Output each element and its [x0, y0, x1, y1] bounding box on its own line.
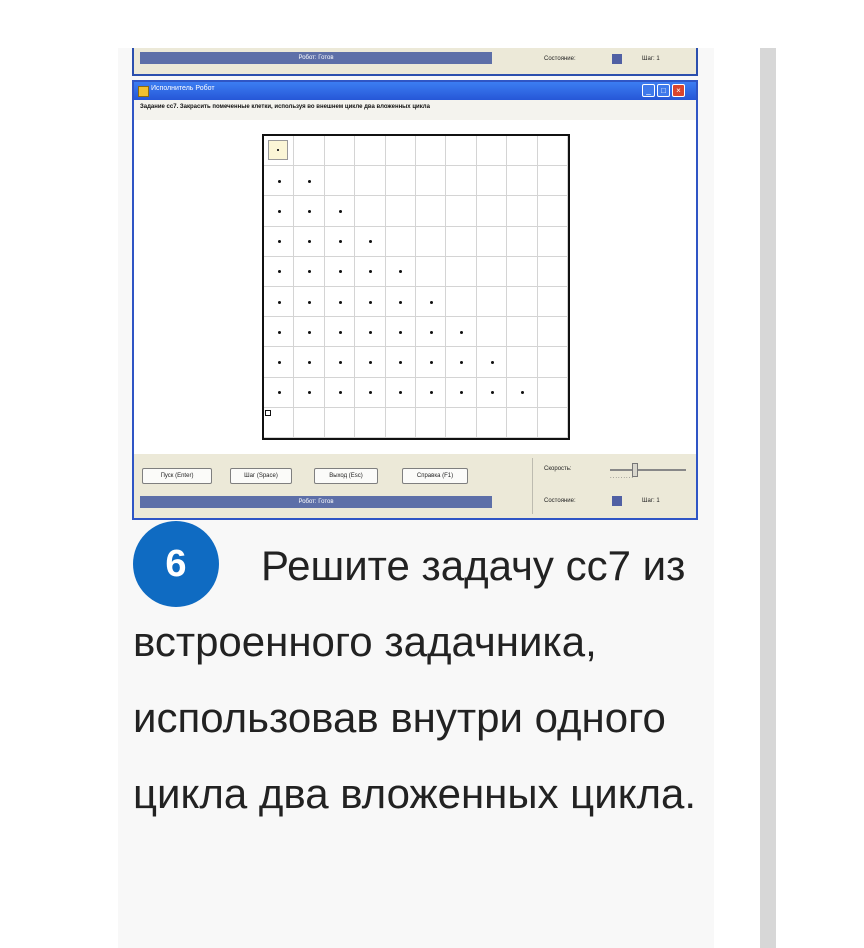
- grid-cell: [325, 136, 355, 166]
- task-text: Задание сс7. Закрасить помеченные клетки, используя во внешнем цикле два вложенных цикла: [140, 104, 430, 110]
- state-label: Состояние:: [544, 498, 576, 504]
- status-bar: Робот: Готов: [140, 52, 492, 64]
- marked-cell-dot: [308, 180, 311, 183]
- marked-cell-dot: [278, 180, 281, 183]
- grid-cell: [507, 136, 537, 166]
- grid-cell: [355, 408, 385, 438]
- marked-cell-dot: [430, 361, 433, 364]
- grid-cell: [325, 408, 355, 438]
- grid-cell: [386, 196, 416, 226]
- step-button[interactable]: Шаг (Space): [230, 468, 292, 484]
- speed-slider-track: [610, 469, 686, 471]
- window-titlebar[interactable]: [134, 82, 696, 100]
- grid-cell: [477, 227, 507, 257]
- grid-cell: [355, 166, 385, 196]
- grid-cell: [446, 136, 476, 166]
- grid-cell: [538, 287, 568, 317]
- robot-field: [134, 120, 696, 454]
- grid-cell: [325, 166, 355, 196]
- grid-cell: [507, 257, 537, 287]
- grid-cell: [386, 408, 416, 438]
- grid-cell: [386, 227, 416, 257]
- grid-cell: [477, 317, 507, 347]
- marked-cell-dot: [430, 331, 433, 334]
- marked-cell-dot: [308, 331, 311, 334]
- status-bar: Робот: Готов: [140, 496, 492, 508]
- grid-cell: [538, 317, 568, 347]
- grid-cell: [446, 257, 476, 287]
- grid-cell: [507, 287, 537, 317]
- marked-cell-dot: [278, 361, 281, 364]
- grid-cell: [446, 196, 476, 226]
- end-marker: [265, 410, 271, 416]
- minimize-button[interactable]: _: [642, 84, 655, 97]
- grid-cell: [416, 166, 446, 196]
- grid-cell: [538, 166, 568, 196]
- state-indicator: [612, 496, 622, 506]
- marked-cell-dot: [491, 391, 494, 394]
- grid-cell: [294, 408, 324, 438]
- panel-separator: [532, 458, 533, 514]
- marked-cell-dot: [339, 301, 342, 304]
- grid-cell: [538, 196, 568, 226]
- grid-cell: [355, 136, 385, 166]
- robot-grid[interactable]: [262, 134, 570, 440]
- grid-cell: [538, 347, 568, 377]
- robot-app-icon: [138, 86, 149, 97]
- run-button[interactable]: Пуск (Enter): [142, 468, 212, 484]
- marked-cell-dot: [430, 301, 433, 304]
- robot-window: [132, 80, 698, 520]
- maximize-button[interactable]: □: [657, 84, 670, 97]
- grid-cell: [538, 136, 568, 166]
- marked-cell-dot: [430, 391, 433, 394]
- step-label: Шаг: 1: [642, 498, 660, 504]
- marked-cell-dot: [369, 301, 372, 304]
- grid-cell: [477, 257, 507, 287]
- grid-cell: [507, 166, 537, 196]
- grid-cell: [416, 257, 446, 287]
- grid-cell: [386, 166, 416, 196]
- scrollbar[interactable]: [760, 48, 776, 948]
- grid-cell: [477, 166, 507, 196]
- grid-cell: [477, 196, 507, 226]
- help-button[interactable]: Справка (F1): [402, 468, 468, 484]
- grid-cell: [477, 287, 507, 317]
- marked-cell-dot: [339, 331, 342, 334]
- marked-cell-dot: [399, 301, 402, 304]
- grid-cell: [446, 287, 476, 317]
- marked-cell-dot: [460, 331, 463, 334]
- marked-cell-dot: [339, 240, 342, 243]
- marked-cell-dot: [369, 331, 372, 334]
- grid-cell: [507, 408, 537, 438]
- step-number-badge: 6: [133, 521, 219, 607]
- robot-icon: [268, 140, 288, 160]
- window-title: Исполнитель Робот: [151, 85, 215, 92]
- robot-dot: [277, 149, 279, 151]
- marked-cell-dot: [278, 210, 281, 213]
- marked-cell-dot: [278, 240, 281, 243]
- grid-cell: [477, 408, 507, 438]
- speed-ticks: .........: [610, 474, 635, 480]
- grid-cell: [538, 257, 568, 287]
- grid-cell: [507, 317, 537, 347]
- state-label: Состояние:: [544, 56, 576, 62]
- marked-cell-dot: [339, 210, 342, 213]
- grid-cell: [416, 196, 446, 226]
- exit-button[interactable]: Выход (Esc): [314, 468, 378, 484]
- grid-cell: [477, 136, 507, 166]
- grid-cell: [507, 196, 537, 226]
- marked-cell-dot: [308, 301, 311, 304]
- state-indicator: [612, 54, 622, 64]
- grid-cell: [446, 227, 476, 257]
- grid-cell: [355, 196, 385, 226]
- grid-cell: [538, 378, 568, 408]
- marked-cell-dot: [339, 361, 342, 364]
- grid-cell: [416, 408, 446, 438]
- grid-cell: [446, 408, 476, 438]
- grid-cell: [446, 166, 476, 196]
- grid-cell: [538, 408, 568, 438]
- marked-cell-dot: [278, 301, 281, 304]
- question-text: Решите задачу сс7 из встроенного задачника, использовав внутри одного цикла два вложенных цикла.: [133, 542, 697, 817]
- grid-cell: [416, 227, 446, 257]
- task-description: [134, 100, 696, 120]
- close-button[interactable]: ×: [672, 84, 685, 97]
- step-label: Шаг: 1: [642, 56, 660, 62]
- grid-cell: [416, 136, 446, 166]
- marked-cell-dot: [278, 331, 281, 334]
- grid-cell: [507, 347, 537, 377]
- grid-cell: [294, 136, 324, 166]
- grid-cell: [507, 227, 537, 257]
- speed-label: Скорость:: [544, 466, 572, 472]
- control-panel: [134, 454, 696, 518]
- previous-window-strip: [132, 48, 698, 76]
- grid-cell: [386, 136, 416, 166]
- marked-cell-dot: [491, 361, 494, 364]
- marked-cell-dot: [339, 391, 342, 394]
- grid-cell: [538, 227, 568, 257]
- marked-cell-dot: [278, 391, 281, 394]
- marked-cell-dot: [369, 361, 372, 364]
